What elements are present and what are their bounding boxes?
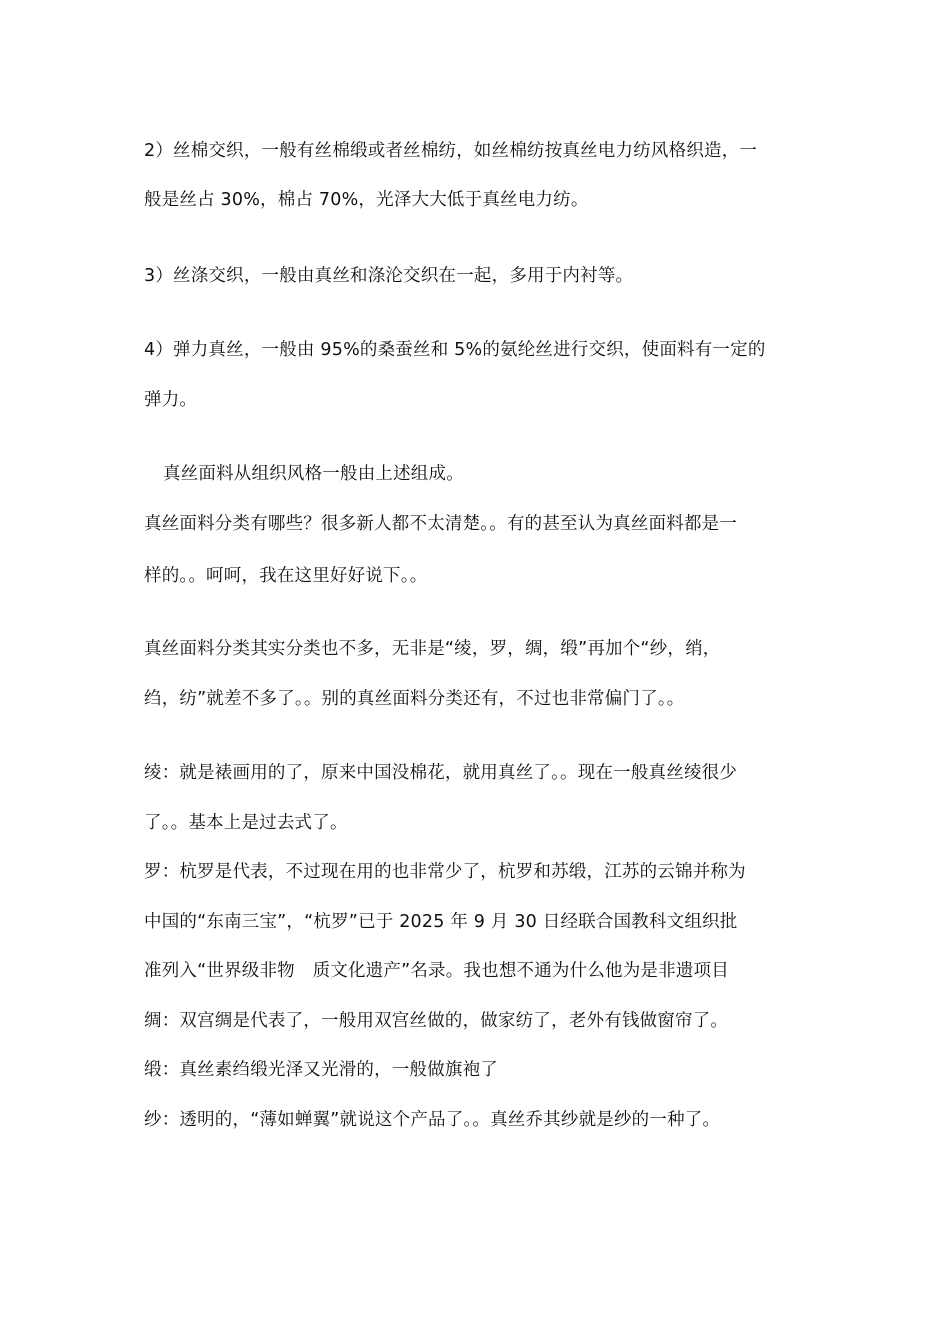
paragraph-line: 绫：就是裱画用的了，原来中国没棉花，就用真丝了。。现在一般真丝绫很少	[144, 763, 738, 783]
paragraph-line: 真丝面料分类有哪些？很多新人都不太清楚。。有的甚至认为真丝面料都是一	[144, 514, 738, 534]
paragraph-line: 绸：双宫绸是代表了，一般用双宫丝做的，做家纺了，老外有钱做窗帘了。	[144, 1011, 729, 1031]
paragraph-line: 中国的“东南三宝”，“杭罗”已于 2025 年 9 月 30 日经联合国教科文组织批	[144, 912, 738, 932]
paragraph-line: 3）丝涤交织，一般由真丝和涤沦交织在一起，多用于内衬等。	[144, 266, 634, 286]
paragraph-line: 了。。基本上是过去式了。	[144, 813, 348, 833]
paragraph-line: 弹力。	[144, 390, 198, 410]
paragraph-line: 准列入“世界级非物 质文化遗产”名录。我也想不通为什么他为是非遗项目	[144, 961, 729, 981]
paragraph-line: 缎：真丝素绉缎光泽又光滑的，一般做旗袍了	[144, 1060, 498, 1080]
paragraph-line: 真丝面料分类其实分类也不多，无非是“绫，罗，绸，缎”再加个“纱，绡，	[144, 639, 721, 659]
paragraph-line: 纱：透明的，“薄如蝉翼”就说这个产品了。。真丝乔其纱就是纱的一种了。	[144, 1110, 721, 1130]
paragraph-line: 般是丝占 30%，棉占 70%，光泽大大低于真丝电力纺。	[144, 190, 589, 210]
paragraph-line: 样的。。呵呵，我在这里好好说下。。	[144, 566, 428, 586]
paragraph-line: 4）弹力真丝，一般由 95%的桑蚕丝和 5%的氨纶丝进行交织，使面料有一定的	[144, 340, 766, 360]
paragraph-line: 绉，纺”就差不多了。。别的真丝面料分类还有，不过也非常偏门了。。	[144, 689, 685, 709]
paragraph-line: 罗：杭罗是代表，不过现在用的也非常少了，杭罗和苏缎，江苏的云锦并称为	[144, 862, 746, 882]
paragraph-line: 真丝面料从组织风格一般由上述组成。	[163, 464, 464, 484]
paragraph-line: 2）丝棉交织，一般有丝棉缎或者丝棉纺，如丝棉纺按真丝电力纺风格织造，一	[144, 141, 758, 161]
